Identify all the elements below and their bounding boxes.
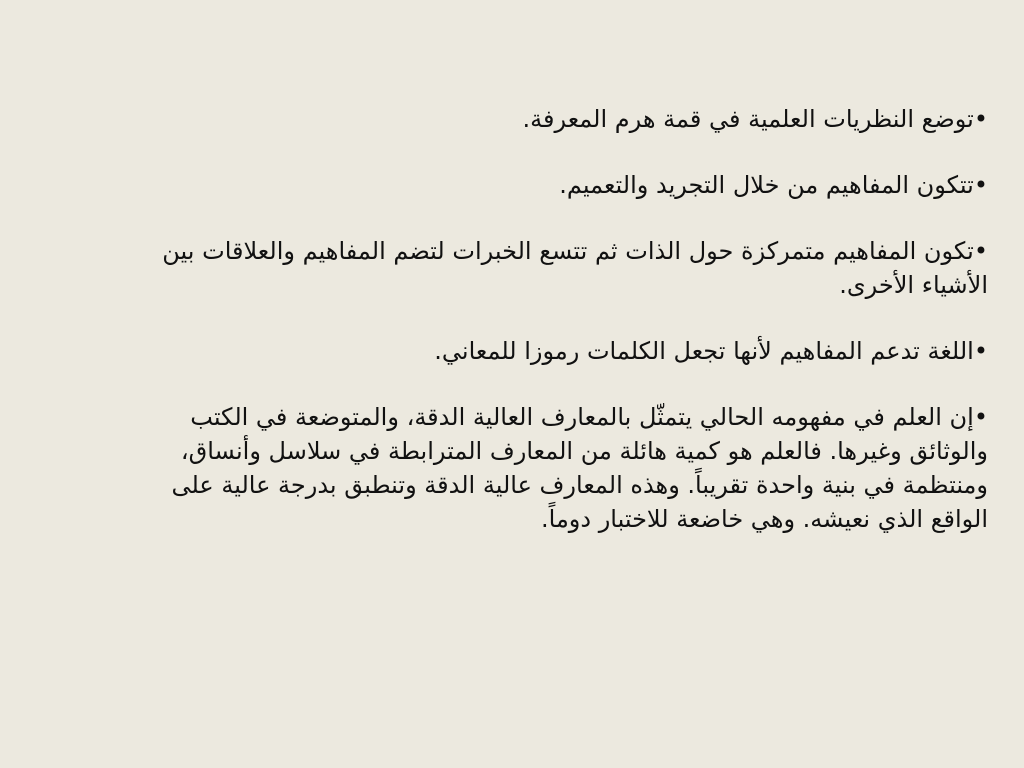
bullet-icon: • <box>973 403 988 431</box>
bullet-item-2 <box>108 168 988 202</box>
bullet-item-4 <box>108 334 988 368</box>
bullet-icon: • <box>973 171 988 199</box>
bullet-icon: • <box>973 337 988 365</box>
bullet-item-1 <box>108 102 988 136</box>
bullet-text: تكون المفاهيم متمركزة حول الذات ثم تتسع الخبرات لتضم المفاهيم والعلاقات بين الأشياء الأخرى. <box>162 237 988 299</box>
bullet-text: إن العلم في مفهومه الحالي يتمثّل بالمعارف العالية الدقة، والمتوضعة في الكتب والوثائق وغيرها. فالعلم هو كمية هائلة من المعارف المترابطة في سلاسل وأنساق، ومنتظمة في بنية واحدة تقريباً. وهذه المعارف عالية الدقة وتنطبق بدرجة عالية على الواقع الذي نعيشه. وهي خاضعة للاختبار دوماً. <box>171 403 988 533</box>
bullet-icon: • <box>973 237 988 265</box>
bullet-list <box>108 102 988 536</box>
bullet-icon: • <box>973 105 988 133</box>
bullet-text: توضع النظريات العلمية في قمة هرم المعرفة. <box>522 105 974 133</box>
bullet-item-5 <box>108 400 988 536</box>
bullet-item-3 <box>108 234 988 302</box>
bullet-text: اللغة تدعم المفاهيم لأنها تجعل الكلمات رموزا للمعاني. <box>434 337 974 365</box>
bullet-text: تتكون المفاهيم من خلال التجريد والتعميم. <box>559 171 974 199</box>
